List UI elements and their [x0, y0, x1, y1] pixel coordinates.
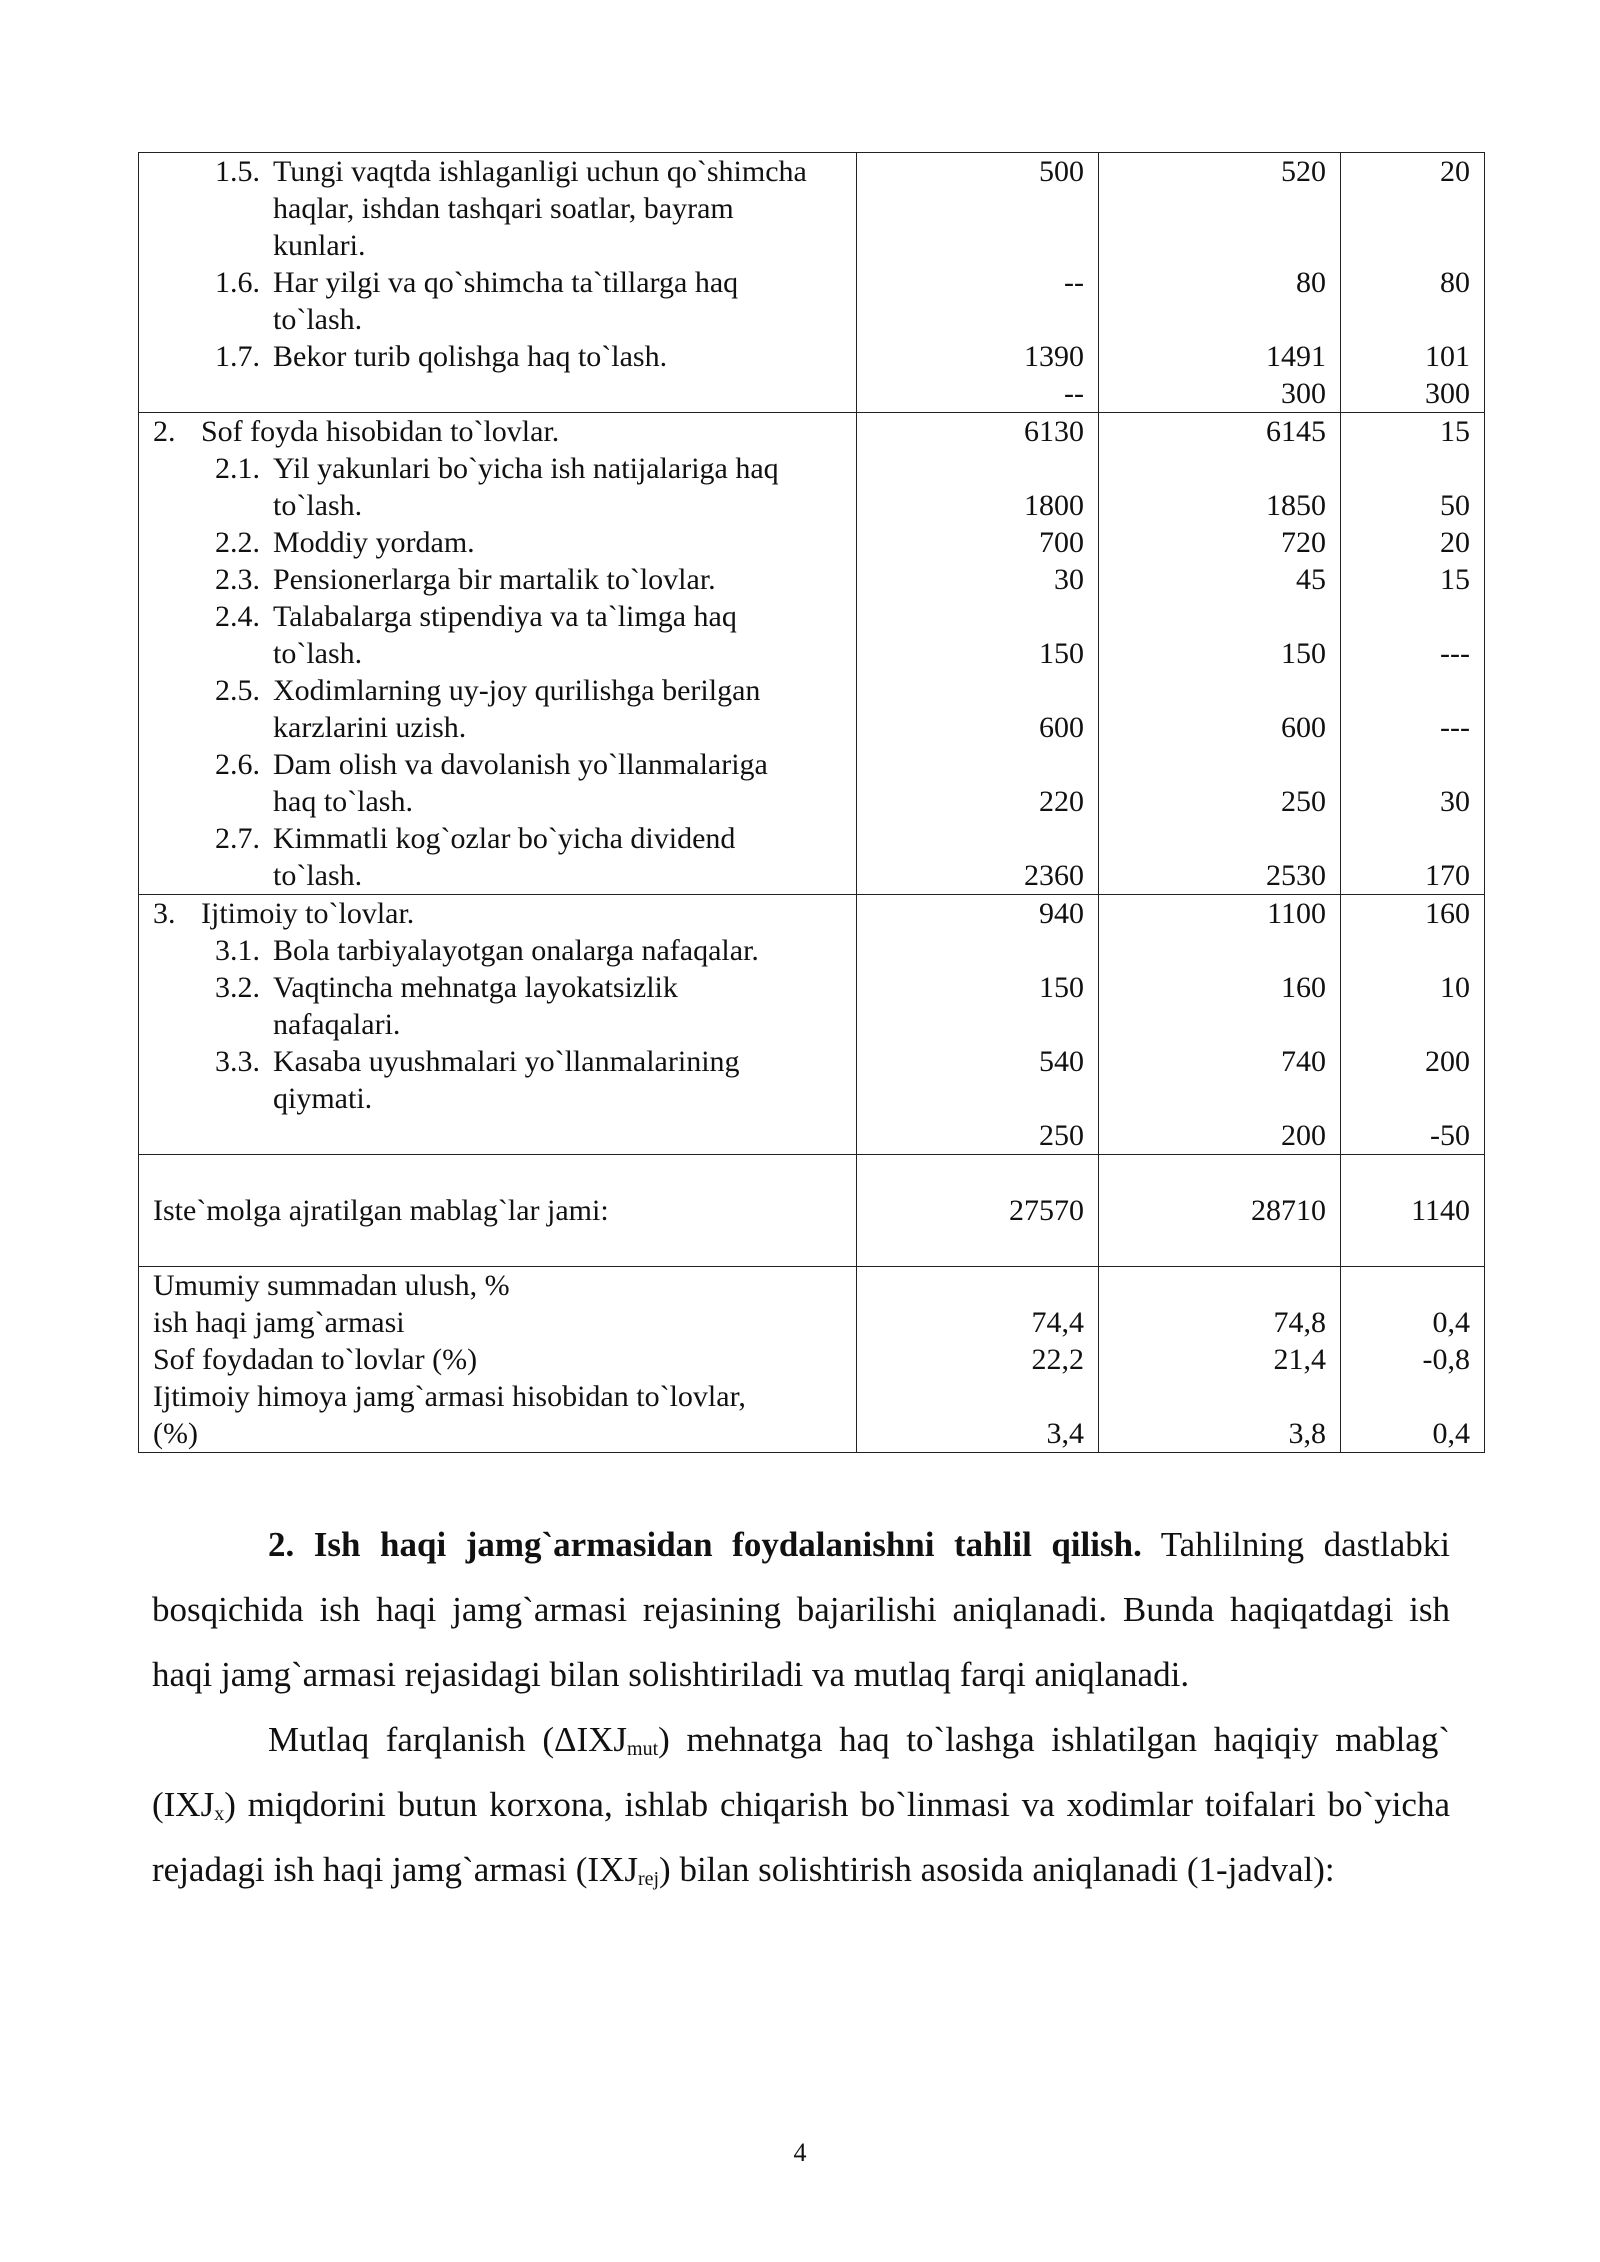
shares-value-cell — [1099, 1267, 1326, 1304]
shares-value-cell: -0,8 — [1422, 1343, 1470, 1376]
item-line — [153, 932, 846, 969]
table-section-row — [139, 895, 1485, 1155]
value-cell: 2530 — [1266, 859, 1326, 892]
section-title: Ijtimoiy to`lovlar. — [201, 897, 415, 930]
shares-value-difference — [1341, 1267, 1485, 1453]
value-cell: 10 — [1440, 971, 1470, 1004]
value-cell — [1099, 598, 1326, 635]
shares-value-cell: 74,4 — [1031, 1306, 1084, 1339]
item-continuation-line: kunlari. — [273, 229, 366, 262]
section-value-difference — [1341, 895, 1485, 1155]
value-cell — [1341, 1006, 1470, 1043]
item-number: 1.7. — [215, 340, 260, 373]
value-cell — [857, 932, 1084, 969]
paragraph-2-text-1: Mutlaq farqlanish (ΔIXJ — [268, 1720, 628, 1759]
shares-value-plan — [857, 1267, 1099, 1453]
shares-label — [139, 1267, 857, 1453]
item-text: Bekor turib qolishga haq to`lash. — [273, 340, 668, 373]
item-number: 1.5. — [215, 155, 260, 188]
total-value-actual: 28710 — [1099, 1155, 1341, 1267]
value-cell: 220 — [1039, 785, 1084, 818]
item-text: Pensionerlarga bir martalik to`lovlar. — [273, 563, 716, 596]
shares-label-line: Sof foydadan to`lovlar (%) — [153, 1343, 478, 1376]
item-continuation-line: qiymati. — [273, 1082, 373, 1115]
value-cell: 600 — [1281, 711, 1326, 744]
value-cell — [1099, 450, 1326, 487]
paragraph-1 — [152, 1512, 1450, 1707]
item-line — [153, 450, 846, 487]
value-cell — [1341, 450, 1470, 487]
shares-value-cell — [1341, 1267, 1470, 1304]
item-text: Vaqtincha mehnatga layokatsizlik — [273, 971, 678, 1004]
item-continuation-line: to`lash. — [273, 859, 363, 892]
shares-label-line: Ijtimoiy himoya jamg`armasi hisobidan to`lovlar, — [153, 1380, 746, 1413]
item-text: Xodimlarning uy-joy qurilishga berilgan — [273, 674, 761, 707]
value-cell: 1800 — [1024, 489, 1084, 522]
value-cell — [857, 820, 1084, 857]
item-number: 2.2. — [215, 526, 260, 559]
value-cell: 250 — [1039, 1119, 1084, 1152]
value-cell: 150 — [1281, 637, 1326, 670]
item-continuation-line: haq to`lash. — [273, 785, 413, 818]
value-cell: 1491 — [1266, 340, 1326, 373]
paragraph-2 — [152, 1707, 1450, 1902]
section-number: 2. — [153, 415, 176, 448]
shares-value-cell: 3,4 — [1046, 1417, 1084, 1450]
item-text: Tungi vaqtda ishlaganligi uchun qo`shimcha — [273, 155, 807, 188]
value-cell: 20 — [1440, 526, 1470, 559]
value-cell: 200 — [1425, 1045, 1470, 1078]
item-line — [153, 338, 846, 375]
section-heading: 2. Ish haqi jamg`armasidan foydalanishni tahlil qilish. — [268, 1525, 1142, 1564]
section-value-actual — [1099, 895, 1341, 1155]
value-cell: 520 — [1281, 155, 1326, 188]
value-cell: 160 — [1425, 897, 1470, 930]
item-line — [153, 1043, 846, 1080]
item-text: Talabalarga stipendiya va ta`limga haq — [273, 600, 737, 633]
value-cell: 940 — [1039, 897, 1084, 930]
value-cell: --- — [1440, 711, 1470, 744]
value-cell: 500 — [1039, 155, 1084, 188]
value-cell: 80 — [1440, 266, 1470, 299]
value-cell: 720 — [1281, 526, 1326, 559]
value-cell: -- — [1064, 377, 1084, 410]
section-title-line — [153, 413, 846, 450]
item-text: Kimmatli kog`ozlar bo`yicha dividend — [273, 822, 736, 855]
item-number: 2.1. — [215, 452, 260, 485]
blank-line — [153, 375, 846, 412]
value-cell: 15 — [1440, 415, 1470, 448]
shares-value-cell — [857, 1267, 1084, 1304]
item-continuation-line: to`lash. — [273, 303, 363, 336]
value-cell: 150 — [1039, 637, 1084, 670]
item-number: 3.3. — [215, 1045, 260, 1078]
value-cell — [1099, 932, 1326, 969]
value-cell: 170 — [1425, 859, 1470, 892]
value-cell — [1099, 301, 1326, 338]
value-cell — [857, 450, 1084, 487]
shares-value-cell — [857, 1378, 1084, 1415]
section-title: Sof foyda hisobidan to`lovlar. — [201, 415, 560, 448]
subscript-rej: rej — [637, 1868, 660, 1890]
total-value-difference: 1140 — [1341, 1155, 1485, 1267]
value-cell: -50 — [1430, 1119, 1470, 1152]
item-number: 1.6. — [215, 266, 260, 299]
value-cell — [1341, 932, 1470, 969]
table-section-row — [139, 413, 1485, 895]
value-cell — [1099, 1080, 1326, 1117]
section-label — [139, 895, 857, 1155]
item-text: Yil yakunlari bo`yicha ish natijalariga haq — [273, 452, 779, 485]
subscript-x: x — [214, 1803, 225, 1825]
table-sections — [139, 153, 1485, 1155]
shares-value-cell: 74,8 — [1273, 1306, 1326, 1339]
funds-table — [138, 152, 1485, 1453]
value-cell: 80 — [1296, 266, 1326, 299]
total-label: Iste`molga ajratilgan mablag`lar jami: — [139, 1155, 857, 1267]
value-cell — [1341, 1080, 1470, 1117]
value-cell: 45 — [1296, 563, 1326, 596]
body-text — [152, 1512, 1450, 1902]
shares-label-line: Umumiy summadan ulush, % — [153, 1269, 510, 1302]
value-cell: 250 — [1281, 785, 1326, 818]
value-cell: 300 — [1281, 377, 1326, 410]
value-cell — [1341, 598, 1470, 635]
value-cell: 30 — [1440, 785, 1470, 818]
paragraph-2-text-3: ) miqdorini butun korxona, ishlab chiqarish bo`linmasi va xodimlar toifalari bo`yicha rejadagi ish haqi jamg`armasi (IXJ — [152, 1785, 1450, 1889]
item-text: Kasaba uyushmalari yo`llanmalarining — [273, 1045, 740, 1078]
value-cell — [857, 227, 1084, 264]
item-line — [153, 672, 846, 709]
blank-line — [153, 1117, 846, 1154]
section-label — [139, 413, 857, 895]
paragraph-1-text: Tahlilning dastlabki bosqichida ish haqi jamg`armasi rejasining bajarilishi aniqlanadi. Bunda haqiqatdagi ish haqi jamg`armasi rejasidagi bilan solishtiriladi va mutlaq farqi aniqlanadi. — [152, 1525, 1450, 1694]
item-continuation-line: to`lash. — [273, 637, 363, 670]
value-cell — [857, 301, 1084, 338]
value-cell: 700 — [1039, 526, 1084, 559]
item-line — [153, 746, 846, 783]
item-line — [153, 969, 846, 1006]
value-cell: 200 — [1281, 1119, 1326, 1152]
value-cell — [1341, 227, 1470, 264]
subscript-mut: mut — [627, 1738, 659, 1760]
shares-label-line: ish haqi jamg`armasi — [153, 1306, 405, 1339]
item-text: Bola tarbiyalayotgan onalarga nafaqalar. — [273, 934, 759, 967]
value-cell: 740 — [1281, 1045, 1326, 1078]
value-cell — [857, 1080, 1084, 1117]
value-cell — [1099, 820, 1326, 857]
value-cell: 20 — [1440, 155, 1470, 188]
value-cell: 160 — [1281, 971, 1326, 1004]
item-number: 2.7. — [215, 822, 260, 855]
shares-row — [139, 1267, 1485, 1453]
value-cell — [1099, 672, 1326, 709]
value-cell: 6145 — [1266, 415, 1326, 448]
section-title-line — [153, 895, 846, 932]
value-cell — [1341, 672, 1470, 709]
item-line — [153, 264, 846, 301]
item-line — [153, 561, 846, 598]
value-cell: 101 — [1425, 340, 1470, 373]
shares-value-cell: 3,8 — [1288, 1417, 1326, 1450]
value-cell — [857, 190, 1084, 227]
paragraph-2-text-4: ) bilan solishtirish asosida aniqlanadi (1-jadval): — [659, 1850, 1335, 1889]
value-cell — [1341, 301, 1470, 338]
value-cell — [1341, 746, 1470, 783]
value-cell: 2360 — [1024, 859, 1084, 892]
value-cell — [857, 598, 1084, 635]
total-row — [139, 1155, 1485, 1267]
value-cell: 1390 — [1024, 340, 1084, 373]
value-cell: 50 — [1440, 489, 1470, 522]
value-cell: 1100 — [1267, 897, 1326, 930]
section-value-plan — [857, 413, 1099, 895]
value-cell: 150 — [1039, 971, 1084, 1004]
shares-label-line: (%) — [153, 1417, 198, 1450]
shares-value-cell — [1099, 1378, 1326, 1415]
item-continuation-line: to`lash. — [273, 489, 363, 522]
item-continuation-line: nafaqalari. — [273, 1008, 401, 1041]
item-continuation-line: haqlar, ishdan tashqari soatlar, bayram — [273, 192, 734, 225]
item-text: Har yilgi va qo`shimcha ta`tillarga haq — [273, 266, 739, 299]
item-text: Moddiy yordam. — [273, 526, 475, 559]
section-value-actual — [1099, 413, 1341, 895]
item-number: 2.4. — [215, 600, 260, 633]
value-cell: 15 — [1440, 563, 1470, 596]
section-value-difference — [1341, 153, 1485, 413]
value-cell: 1850 — [1266, 489, 1326, 522]
item-line — [153, 153, 846, 190]
item-line — [153, 524, 846, 561]
section-value-difference — [1341, 413, 1485, 895]
page-number: 4 — [793, 2138, 807, 2167]
item-number: 2.5. — [215, 674, 260, 707]
section-value-plan — [857, 895, 1099, 1155]
value-cell — [1341, 820, 1470, 857]
total-value-plan: 27570 — [857, 1155, 1099, 1267]
section-label — [139, 153, 857, 413]
item-continuation-line: karzlarini uzish. — [273, 711, 467, 744]
value-cell: 300 — [1425, 377, 1470, 410]
value-cell — [857, 672, 1084, 709]
item-number: 2.3. — [215, 563, 260, 596]
value-cell — [857, 746, 1084, 783]
item-text: Dam olish va davolanish yo`llanmalariga — [273, 748, 768, 781]
value-cell — [1341, 190, 1470, 227]
item-line — [153, 820, 846, 857]
value-cell — [1099, 227, 1326, 264]
value-cell: 600 — [1039, 711, 1084, 744]
item-number: 3.1. — [215, 934, 260, 967]
value-cell — [1099, 746, 1326, 783]
value-cell — [1099, 1006, 1326, 1043]
shares-value-cell: 0,4 — [1432, 1306, 1470, 1339]
value-cell: 30 — [1054, 563, 1084, 596]
value-cell: 540 — [1039, 1045, 1084, 1078]
paragraph-2-text-2: ) mehnatga haq to`lashga ishlatilgan haqiqiy mablag` (IXJ — [152, 1720, 1450, 1824]
shares-value-cell: 22,2 — [1031, 1343, 1084, 1376]
shares-value-cell: 21,4 — [1273, 1343, 1326, 1376]
table-section-row — [139, 153, 1485, 413]
shares-value-cell: 0,4 — [1432, 1417, 1470, 1450]
shares-value-actual — [1099, 1267, 1341, 1453]
section-value-actual — [1099, 153, 1341, 413]
section-number: 3. — [153, 897, 176, 930]
section-value-plan — [857, 153, 1099, 413]
shares-value-cell — [1341, 1378, 1470, 1415]
value-cell — [857, 1006, 1084, 1043]
item-number: 3.2. — [215, 971, 260, 1004]
value-cell: 6130 — [1024, 415, 1084, 448]
value-cell: -- — [1064, 266, 1084, 299]
value-cell: --- — [1440, 637, 1470, 670]
item-number: 2.6. — [215, 748, 260, 781]
value-cell — [1099, 190, 1326, 227]
item-line — [153, 598, 846, 635]
